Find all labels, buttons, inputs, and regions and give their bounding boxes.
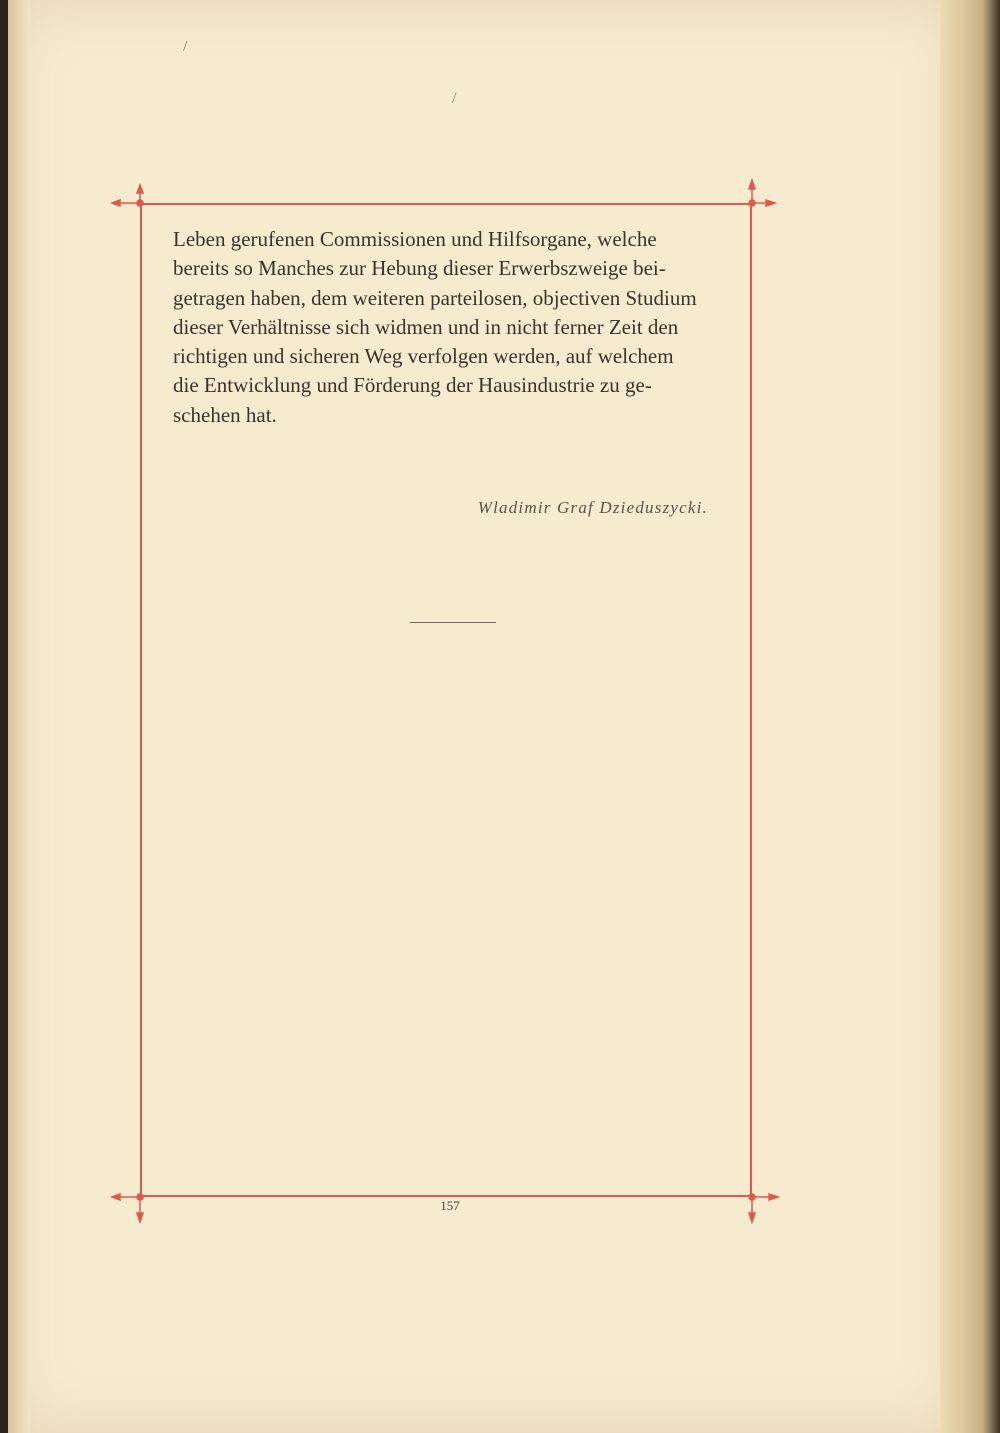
section-divider	[410, 622, 496, 623]
pencil-mark: /	[452, 90, 457, 107]
text-line: getragen haben, dem weiteren parteilosen, objectiven Studium	[173, 285, 697, 310]
text-line: die Entwicklung und Förderung der Hausindustrie zu ge-	[173, 373, 652, 398]
text-line: schehen hat.	[173, 402, 277, 427]
text-line: dieser Verhältnisse sich widmen und in nicht ferner Zeit den	[173, 314, 679, 339]
pencil-mark: /	[183, 38, 188, 55]
text-line: bereits so Manches zur Hebung dieser Erwerbszweige bei-	[173, 256, 666, 281]
page-stack-edges	[940, 0, 1000, 1433]
page-spine-shadow	[8, 0, 30, 1433]
page-number: 157	[440, 1198, 460, 1213]
author-signature: Wladimir Graf Dzieduszycki.	[477, 498, 708, 517]
text-line: richtigen und sicheren Weg verfolgen werden, auf welchem	[173, 344, 674, 369]
text-line: Leben gerufenen Commissionen und Hilfsorgane, welche	[173, 227, 657, 251]
body-paragraph	[173, 225, 728, 430]
